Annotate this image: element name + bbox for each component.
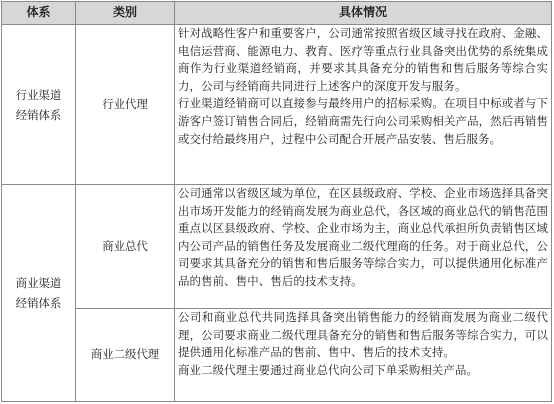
distribution-system-table — [1, 1, 552, 402]
detail-paragraph: 针对战略性客户和重要客户，公司通常按照省级区域寻找在政府、金融、电信运营商、能源电力、教育、医疗等重点行业具备突出优势的系统集成商作为行业渠道经销商，并要求其具备充分的销售和售后服务等综合实力，公司与经销商共同进行上述客户的深度开发与服务。 — [178, 26, 548, 93]
table-row — [2, 309, 552, 402]
details-cell — [175, 309, 552, 402]
header-category: 类别 — [76, 2, 175, 25]
detail-paragraph: 公司通常以省级区域为单位，在区县级政府、学校、企业市场选择具备突出市场开发能力的经销商发展为商业总代，各区域的商业总代的销售范围重点以区县级政府、学校、企业市场为主，商业总代承担所负责销售区域内公司产品的销售任务及发展商业二级代理商的任务。对于商业总代，公司要求其具备充分的销售和售后服务等综合实力，可以提供通用化标准产品的售前、售中、售后的技术支持。 — [178, 186, 548, 288]
system-commercial-channel — [2, 185, 76, 402]
header-row — [2, 2, 552, 25]
table-row — [2, 25, 552, 185]
system-industry-channel — [2, 25, 76, 185]
system-label: 商业渠道 经销体系 — [15, 276, 62, 310]
table-row — [2, 185, 552, 309]
header-details: 具体情况 — [175, 2, 552, 25]
system-label: 行业渠道 经销体系 — [15, 87, 62, 122]
detail-paragraph: 公司和商业总代共同选择具备突出销售能力的经销商发展为商业二级代理，公司要求商业二级代理具备充分的销售和售后服务等综合实力，可以提供通用化标准产品的售前、售中、售后的技术支持。 — [178, 310, 548, 360]
detail-paragraph: 商业二级代理主要通过商业总代向公司下单采购相关产品。 — [178, 362, 479, 377]
category-cell: 商业二级代理 — [76, 309, 175, 402]
category-cell: 商业总代 — [76, 185, 175, 309]
header-system: 体系 — [2, 2, 76, 25]
detail-paragraph: 行业渠道经销商可以直接参与最终用户的招标采购。在项目中标或者与下游客户签订销售合同后，经销商需先行向公司采购相关产品，然后再销售或交付给最终用户，过程中公司配合开展产品安装、售后服务。 — [178, 96, 548, 146]
details-cell — [175, 25, 552, 185]
category-cell: 行业代理 — [76, 25, 175, 185]
details-cell — [175, 185, 552, 309]
